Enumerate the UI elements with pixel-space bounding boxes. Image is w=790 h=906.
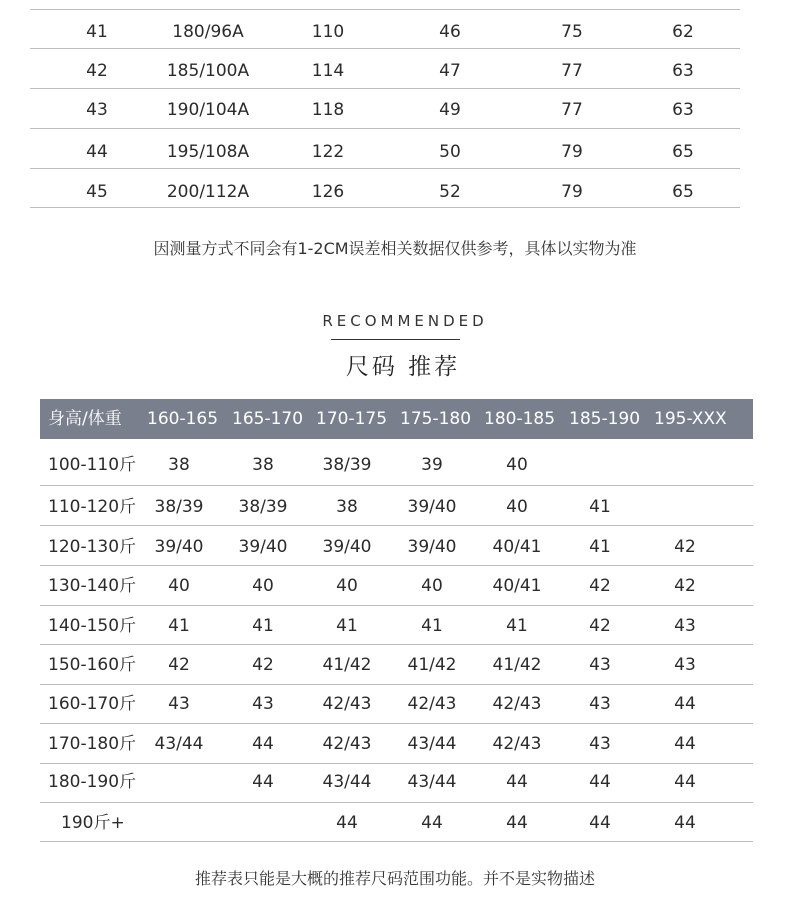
size-cell: 44 bbox=[674, 734, 696, 754]
weight-label: 120-130斤 bbox=[48, 537, 137, 557]
size-cell: 44 bbox=[589, 813, 611, 833]
size-cell: 42/43 bbox=[322, 734, 372, 754]
size-cell: 39/40 bbox=[407, 497, 457, 517]
row-divider bbox=[40, 684, 753, 685]
size-cell: 41 bbox=[336, 616, 358, 636]
size-cell: 38 bbox=[168, 455, 190, 475]
size-cell: 40 bbox=[336, 576, 358, 596]
table-cell: 180/96A bbox=[172, 22, 244, 42]
size-cell: 44 bbox=[674, 813, 696, 833]
size-cell: 41/42 bbox=[407, 655, 457, 675]
size-cell: 43 bbox=[674, 616, 696, 636]
header-cell: 175-180 bbox=[400, 409, 472, 429]
size-cell: 41 bbox=[252, 616, 274, 636]
table-cell: 50 bbox=[439, 142, 461, 162]
table-cell: 41 bbox=[86, 22, 108, 42]
size-cell: 43 bbox=[168, 694, 190, 714]
size-cell: 39/40 bbox=[154, 537, 204, 557]
row-divider bbox=[40, 525, 753, 526]
size-cell: 42 bbox=[252, 655, 274, 675]
size-cell: 39/40 bbox=[407, 537, 457, 557]
row-divider bbox=[40, 763, 753, 764]
table-cell: 190/104A bbox=[166, 100, 250, 120]
table-cell: 43 bbox=[86, 100, 108, 120]
size-cell: 38/39 bbox=[154, 497, 204, 517]
table-cell: 63 bbox=[672, 61, 694, 81]
row-divider bbox=[40, 485, 753, 486]
row-divider bbox=[30, 88, 740, 89]
table-cell: 126 bbox=[311, 182, 345, 202]
size-cell: 39/40 bbox=[322, 537, 372, 557]
size-cell: 42 bbox=[674, 537, 696, 557]
row-divider bbox=[30, 128, 740, 129]
size-cell: 38/39 bbox=[238, 497, 288, 517]
table-cell: 62 bbox=[672, 22, 694, 42]
size-cell: 42 bbox=[674, 576, 696, 596]
row-divider bbox=[40, 802, 753, 803]
size-cell: 40 bbox=[168, 576, 190, 596]
size-cell: 44 bbox=[506, 813, 528, 833]
size-cell: 43 bbox=[252, 694, 274, 714]
weight-label: 170-180斤 bbox=[48, 734, 137, 754]
weight-label: 140-150斤 bbox=[48, 616, 137, 636]
size-cell: 40 bbox=[421, 576, 443, 596]
table-cell: 110 bbox=[311, 22, 345, 42]
table-cell: 42 bbox=[86, 61, 108, 81]
table-cell: 47 bbox=[439, 61, 461, 81]
size-cell: 41 bbox=[506, 616, 528, 636]
size-cell: 43/44 bbox=[407, 772, 457, 792]
table-cell: 200/112A bbox=[166, 182, 250, 202]
size-cell: 43/44 bbox=[407, 734, 457, 754]
table-cell: 75 bbox=[561, 22, 583, 42]
table-cell: 122 bbox=[311, 142, 345, 162]
size-cell: 43 bbox=[589, 655, 611, 675]
table-cell: 185/100A bbox=[166, 61, 250, 81]
size-cell: 43 bbox=[589, 734, 611, 754]
table-cell: 77 bbox=[561, 61, 583, 81]
table-cell: 65 bbox=[672, 182, 694, 202]
header-cell: 185-190 bbox=[569, 409, 641, 429]
weight-label: 190斤+ bbox=[61, 813, 125, 833]
measurement-note: 因测量方式不同会有1-2CM误差相关数据仅供参考，具体以实物为准 bbox=[153, 239, 637, 258]
table-cell: 52 bbox=[439, 182, 461, 202]
size-cell: 42/43 bbox=[407, 694, 457, 714]
table-cell: 79 bbox=[561, 182, 583, 202]
row-divider bbox=[30, 48, 740, 49]
recommended-title-en: RECOMMENDED bbox=[322, 312, 488, 330]
size-cell: 41/42 bbox=[492, 655, 542, 675]
row-divider bbox=[40, 723, 753, 724]
weight-label: 100-110斤 bbox=[48, 455, 137, 475]
table-cell: 46 bbox=[439, 22, 461, 42]
size-cell: 44 bbox=[674, 772, 696, 792]
size-cell: 42/43 bbox=[492, 694, 542, 714]
size-cell: 41 bbox=[589, 537, 611, 557]
row-divider bbox=[30, 168, 740, 169]
size-cell: 44 bbox=[674, 694, 696, 714]
row-divider bbox=[40, 644, 753, 645]
table-cell: 118 bbox=[311, 100, 345, 120]
size-cell: 44 bbox=[506, 772, 528, 792]
weight-label: 110-120斤 bbox=[48, 497, 137, 517]
header-cell: 170-175 bbox=[316, 409, 388, 429]
size-cell: 40 bbox=[506, 497, 528, 517]
size-cell: 38 bbox=[336, 497, 358, 517]
size-cell: 39 bbox=[421, 455, 443, 475]
size-cell: 43 bbox=[674, 655, 696, 675]
title-divider bbox=[331, 339, 460, 340]
size-cell: 43/44 bbox=[154, 734, 204, 754]
table-cell: 45 bbox=[86, 182, 108, 202]
size-cell: 40 bbox=[252, 576, 274, 596]
size-cell: 40/41 bbox=[492, 537, 542, 557]
table-cell: 79 bbox=[561, 142, 583, 162]
size-cell: 43/44 bbox=[322, 772, 372, 792]
table-cell: 195/108A bbox=[166, 142, 250, 162]
size-cell: 38 bbox=[252, 455, 274, 475]
recommendation-footnote: 推荐表只能是大概的推荐尺码范围功能。并不是实物描述 bbox=[194, 869, 595, 888]
row-divider bbox=[40, 565, 753, 566]
header-cell: 195-XXX bbox=[654, 409, 727, 429]
size-cell: 42/43 bbox=[322, 694, 372, 714]
header-cell: 身高/体重 bbox=[48, 409, 122, 429]
table-cell: 44 bbox=[86, 142, 108, 162]
weight-label: 180-190斤 bbox=[48, 772, 137, 792]
row-divider bbox=[30, 9, 740, 10]
recommended-title-cn: 尺码 推荐 bbox=[345, 354, 461, 380]
size-cell: 44 bbox=[589, 772, 611, 792]
row-divider bbox=[30, 207, 740, 208]
table-cell: 63 bbox=[672, 100, 694, 120]
header-cell: 180-185 bbox=[484, 409, 556, 429]
size-cell: 41 bbox=[589, 497, 611, 517]
size-cell: 39/40 bbox=[238, 537, 288, 557]
size-cell: 41 bbox=[421, 616, 443, 636]
header-cell: 160-165 bbox=[147, 409, 219, 429]
size-cell: 42 bbox=[589, 576, 611, 596]
row-divider bbox=[40, 605, 753, 606]
size-cell: 42/43 bbox=[492, 734, 542, 754]
weight-label: 130-140斤 bbox=[48, 576, 137, 596]
weight-label: 160-170斤 bbox=[48, 694, 137, 714]
size-cell: 40 bbox=[506, 455, 528, 475]
size-cell: 44 bbox=[252, 734, 274, 754]
table-cell: 49 bbox=[439, 100, 461, 120]
weight-label: 150-160斤 bbox=[48, 655, 137, 675]
table-cell: 65 bbox=[672, 142, 694, 162]
size-cell: 44 bbox=[421, 813, 443, 833]
size-cell: 44 bbox=[336, 813, 358, 833]
size-cell: 43 bbox=[589, 694, 611, 714]
table-cell: 114 bbox=[311, 61, 345, 81]
size-cell: 41/42 bbox=[322, 655, 372, 675]
size-cell: 38/39 bbox=[322, 455, 372, 475]
size-cell: 40/41 bbox=[492, 576, 542, 596]
row-divider bbox=[40, 841, 753, 842]
size-cell: 42 bbox=[168, 655, 190, 675]
table-header bbox=[40, 399, 753, 439]
size-cell: 41 bbox=[168, 616, 190, 636]
table-cell: 77 bbox=[561, 100, 583, 120]
size-cell: 42 bbox=[589, 616, 611, 636]
size-cell: 44 bbox=[252, 772, 274, 792]
header-cell: 165-170 bbox=[232, 409, 304, 429]
